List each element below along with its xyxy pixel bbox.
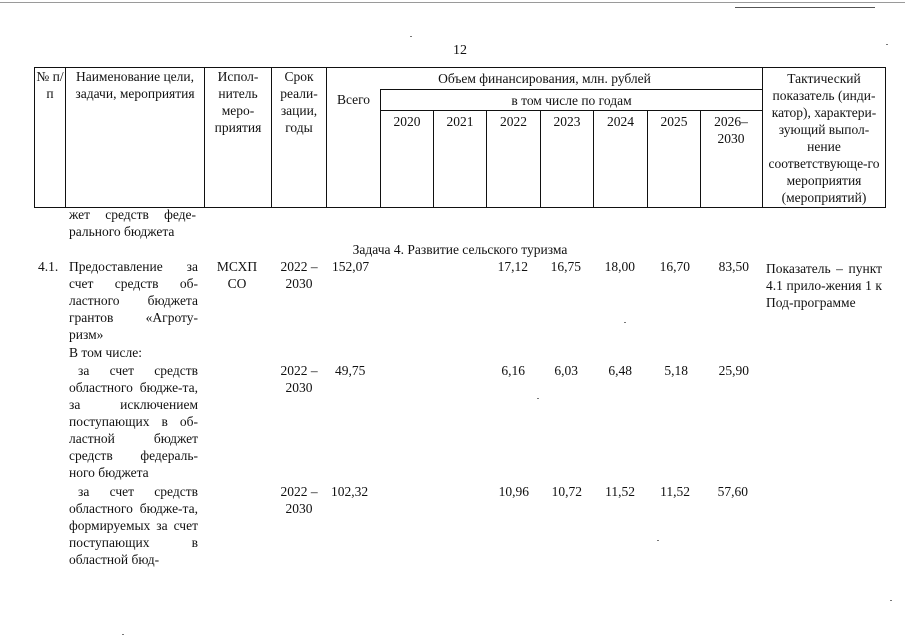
row-total: 49,75 <box>335 363 366 378</box>
header-num: № п/п <box>36 69 64 101</box>
header-funding: Объем финансирования, млн. рублей <box>438 71 651 86</box>
row-executor: МСХП СО <box>216 259 258 291</box>
including-label: В том числе: <box>69 345 142 360</box>
scan-speck <box>886 44 888 45</box>
scan-speck <box>122 634 124 635</box>
scan-speck <box>537 398 539 399</box>
header-total: Всего <box>336 92 371 107</box>
row-total: 152,07 <box>332 259 370 274</box>
row-term: 2022 – 2030 <box>280 363 318 395</box>
row-value-2026-2030: 25,90 <box>718 363 749 378</box>
row-indicator: Показатель – пункт 4.1 прило-жения 1 к Под-программе <box>766 261 882 310</box>
grid-line <box>380 89 762 90</box>
row-value-2023: 16,75 <box>550 259 581 274</box>
row-term: 2022 – 2030 <box>280 259 318 291</box>
header-year: 2023 <box>553 114 581 129</box>
header-year: 2025 <box>660 114 688 129</box>
continuation-text: жет средств феде-рального бюджета <box>69 207 196 239</box>
page-top-mark <box>735 7 875 8</box>
row-name: Предоставление за счет средств об-ластного бюджета грантов «Агроту-ризм» <box>69 259 198 342</box>
scan-speck <box>410 36 412 37</box>
grid-line <box>885 67 886 208</box>
row-value-2022: 6,16 <box>501 363 525 378</box>
grid-line <box>204 67 205 208</box>
row-name: за счет средств областного бюдже-та, за исключением поступающих в об-ластной бюджет средств федераль-ного бюджета <box>69 363 198 480</box>
row-name: за счет средств областного бюдже-та, формируемых за счет поступающих в областной бюд- <box>69 484 198 567</box>
header-executor: Испол-нитель меро-приятия <box>214 69 262 135</box>
row-term: 2022 – 2030 <box>280 484 318 516</box>
row-value-2024: 11,52 <box>605 484 635 499</box>
row-value-2023: 6,03 <box>554 363 578 378</box>
scan-speck <box>624 322 626 323</box>
row-value-2025: 16,70 <box>659 259 690 274</box>
header-year: 2022 <box>500 114 527 129</box>
row-value-2023: 10,72 <box>551 484 582 499</box>
header-year: 2024 <box>607 114 634 129</box>
row-total: 102,32 <box>331 484 369 499</box>
grid-line <box>380 110 762 111</box>
task-title: Задача 4. Развитие сельского туризма <box>352 242 568 257</box>
header-by-years: в том числе по годам <box>511 93 632 108</box>
row-value-2026-2030: 83,50 <box>718 259 749 274</box>
grid-line <box>65 67 66 208</box>
page-top-border <box>0 2 905 3</box>
row-value-2026-2030: 57,60 <box>717 484 748 499</box>
header-term: Срок реали-зации, годы <box>280 69 318 135</box>
row-value-2024: 18,00 <box>604 259 635 274</box>
grid-line <box>271 67 272 208</box>
grid-line <box>762 67 763 208</box>
scan-speck <box>657 540 659 541</box>
grid-line <box>326 67 327 208</box>
row-value-2022: 10,96 <box>498 484 529 499</box>
row-value-2024: 6,48 <box>608 363 632 378</box>
header-indicator: Тактический показатель (инди-катор), характери-зующий выпол-нение соответствующе-го мероприятия (мероприятий) <box>768 71 880 205</box>
header-year: 2020 <box>393 114 421 129</box>
header-name: Наименование цели, задачи, мероприятия <box>75 69 195 101</box>
row-value-2025: 5,18 <box>664 363 688 378</box>
header-year: 2021 <box>446 114 474 129</box>
row-value-2025: 11,52 <box>660 484 690 499</box>
row-value-2022: 17,12 <box>497 259 528 274</box>
row-num: 4.1. <box>38 259 59 274</box>
header-year: 2026–2030 <box>714 114 748 146</box>
grid-line <box>700 110 701 208</box>
scan-speck <box>890 600 892 601</box>
page-number: 12 <box>453 43 467 58</box>
